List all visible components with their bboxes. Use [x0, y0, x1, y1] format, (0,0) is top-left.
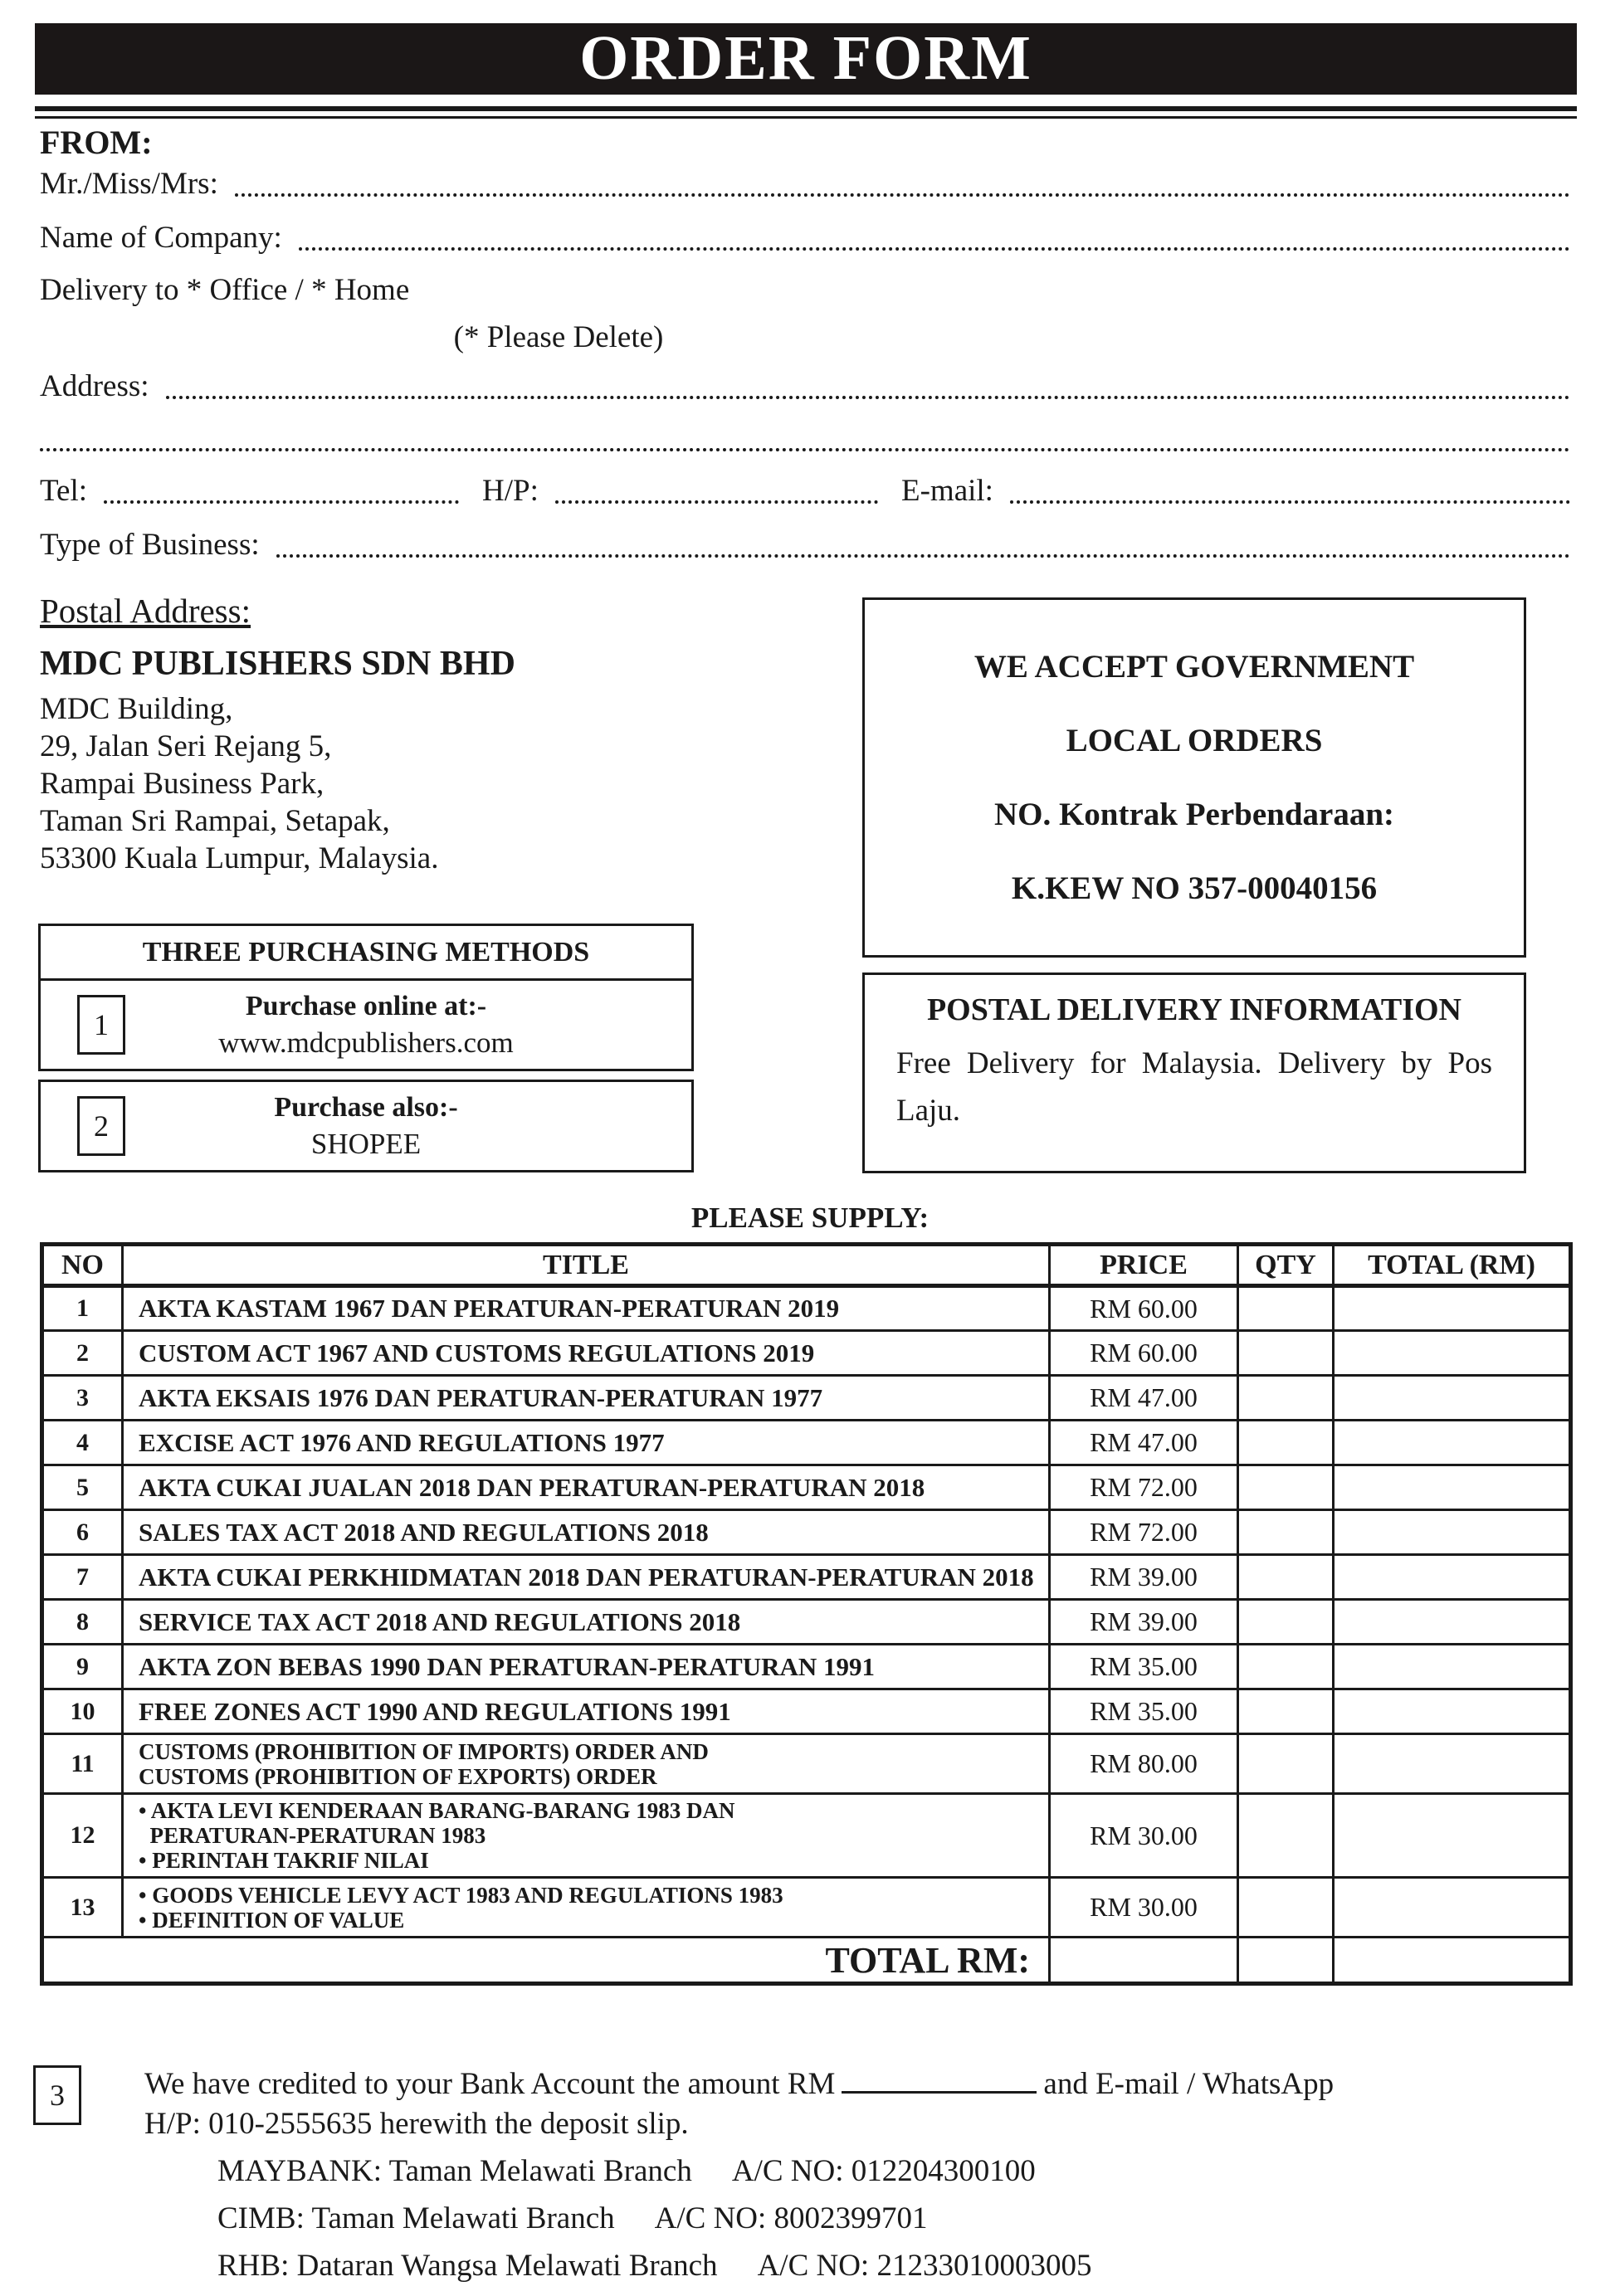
email-group — [878, 471, 1570, 511]
book-title-line: AKTA CUKAI PERKHIDMATAN 2018 DAN PERATURAN-PERATURAN 2018 — [139, 1562, 1034, 1592]
qty-cell[interactable] — [1238, 1465, 1334, 1510]
bank-account-number: A/C NO: 8002399701 — [654, 2201, 928, 2235]
book-title — [123, 1421, 1050, 1465]
name-field-row — [40, 163, 1570, 204]
qty-cell[interactable] — [1238, 1555, 1334, 1600]
price-cell: RM 39.00 — [1050, 1555, 1238, 1600]
book-title — [123, 1645, 1050, 1689]
qty-cell[interactable] — [1238, 1689, 1334, 1734]
qty-cell[interactable] — [1238, 1421, 1334, 1465]
tel-label: Tel: — [40, 474, 87, 508]
price-cell: RM 47.00 — [1050, 1376, 1238, 1421]
address-line: 53300 Kuala Lumpur, Malaysia. — [40, 841, 439, 875]
name-label: Mr./Miss/Mrs: — [40, 167, 218, 201]
business-field-row — [40, 524, 1570, 565]
payment-text-2: and E-mail / WhatsApp — [1043, 2067, 1335, 2101]
book-title — [123, 1331, 1050, 1376]
book-title — [123, 1286, 1050, 1331]
total-row — [42, 1938, 1571, 1984]
qty-cell[interactable] — [1238, 1510, 1334, 1555]
book-title — [123, 1600, 1050, 1645]
price-cell: RM 80.00 — [1050, 1734, 1238, 1794]
col-header-price: PRICE — [1050, 1245, 1238, 1286]
publisher-name: MDC PUBLISHERS SDN BHD — [40, 645, 515, 683]
total-price-cell[interactable] — [1050, 1938, 1238, 1984]
book-title — [123, 1555, 1050, 1600]
page-title: ORDER FORM — [579, 23, 1032, 93]
postal-delivery-text: Free Delivery for Malaysia. Delivery by Pos Laju. — [896, 1046, 1492, 1128]
table-row — [42, 1689, 1571, 1734]
bank-account-row — [217, 2195, 1091, 2242]
name-input-line[interactable] — [235, 193, 1570, 197]
total-qty-cell[interactable] — [1238, 1938, 1334, 1984]
table-row — [42, 1794, 1571, 1878]
method-1-url: www.mdcpublishers.com — [218, 1026, 514, 1059]
price-cell: RM 47.00 — [1050, 1421, 1238, 1465]
table-row — [42, 1878, 1571, 1938]
address-line: Rampai Business Park, — [40, 767, 324, 801]
price-cell: RM 60.00 — [1050, 1286, 1238, 1331]
table-row — [42, 1465, 1571, 1510]
company-field-row — [40, 217, 1570, 258]
book-title — [123, 1878, 1050, 1938]
row-number: 11 — [42, 1734, 123, 1794]
row-total-cell[interactable] — [1334, 1286, 1571, 1331]
address-input-line[interactable] — [166, 396, 1570, 399]
table-row — [42, 1734, 1571, 1794]
qty-cell[interactable] — [1238, 1376, 1334, 1421]
row-number: 1 — [42, 1286, 123, 1331]
bank-branch: MAYBANK: Taman Melawati Branch — [217, 2154, 692, 2188]
row-number: 4 — [42, 1421, 123, 1465]
book-title — [123, 1465, 1050, 1510]
book-title — [123, 1734, 1050, 1794]
table-header-row — [42, 1245, 1571, 1286]
col-header-total: TOTAL (RM) — [1334, 1245, 1571, 1286]
row-number: 7 — [42, 1555, 123, 1600]
price-cell: RM 72.00 — [1050, 1510, 1238, 1555]
row-total-cell[interactable] — [1334, 1645, 1571, 1689]
email-input-line[interactable] — [1010, 500, 1570, 504]
qty-cell[interactable] — [1238, 1600, 1334, 1645]
book-title-line: AKTA CUKAI JUALAN 2018 DAN PERATURAN-PERATURAN 2018 — [139, 1472, 925, 1502]
row-total-cell[interactable] — [1334, 1555, 1571, 1600]
row-total-cell[interactable] — [1334, 1376, 1571, 1421]
price-cell: RM 30.00 — [1050, 1794, 1238, 1878]
bank-branch: RHB: Dataran Wangsa Melawati Branch — [217, 2249, 718, 2283]
book-title-line: SALES TAX ACT 2018 AND REGULATIONS 2018 — [139, 1517, 709, 1547]
gov-line: K.KEW NO 357-00040156 — [1011, 870, 1378, 906]
row-number: 12 — [42, 1794, 123, 1878]
book-title-line: AKTA KASTAM 1967 DAN PERATURAN-PERATURAN 2019 — [139, 1294, 840, 1323]
method-number-1: 1 — [77, 995, 125, 1055]
book-title-line: CUSTOM ACT 1967 AND CUSTOMS REGULATIONS 2019 — [139, 1338, 815, 1367]
table-row — [42, 1600, 1571, 1645]
col-header-no: NO — [42, 1245, 123, 1286]
qty-cell[interactable] — [1238, 1645, 1334, 1689]
double-rule-thin — [35, 116, 1577, 119]
address-field-row-2 — [40, 417, 1570, 459]
row-total-cell[interactable] — [1334, 1689, 1571, 1734]
price-cell: RM 39.00 — [1050, 1600, 1238, 1645]
email-label: E-mail: — [901, 474, 993, 508]
tel-group — [40, 471, 459, 511]
price-cell: RM 35.00 — [1050, 1689, 1238, 1734]
book-title-line: SERVICE TAX ACT 2018 AND REGULATIONS 2018 — [139, 1606, 741, 1636]
table-row — [42, 1331, 1571, 1376]
address-line: Taman Sri Rampai, Setapak, — [40, 804, 390, 838]
row-number: 5 — [42, 1465, 123, 1510]
qty-cell[interactable] — [1238, 1331, 1334, 1376]
row-total-cell[interactable] — [1334, 1878, 1571, 1938]
address-field-row — [40, 365, 1570, 407]
tel-input-line[interactable] — [104, 500, 459, 504]
supply-table — [40, 1242, 1573, 1986]
price-cell: RM 72.00 — [1050, 1465, 1238, 1510]
bank-account-row — [217, 2147, 1091, 2195]
address-line: MDC Building, — [40, 692, 233, 726]
method-2-platform: SHOPEE — [310, 1128, 422, 1160]
bank-accounts-list — [217, 2147, 1091, 2289]
purchase-method-2-box — [38, 1080, 694, 1172]
table-row — [42, 1645, 1571, 1689]
row-total-cell[interactable] — [1334, 1421, 1571, 1465]
method-1-text — [41, 988, 691, 1061]
table-row — [42, 1510, 1571, 1555]
table-row — [42, 1286, 1571, 1331]
book-title — [123, 1794, 1050, 1878]
row-number: 10 — [42, 1689, 123, 1734]
book-title-line: • DEFINITION OF VALUE — [139, 1907, 405, 1933]
qty-cell[interactable] — [1238, 1286, 1334, 1331]
book-title-line: EXCISE ACT 1976 AND REGULATIONS 1977 — [139, 1427, 665, 1457]
qty-cell[interactable] — [1238, 1734, 1334, 1794]
delivery-option-label: Delivery to * Office / * Home — [40, 273, 410, 307]
business-input-line[interactable] — [276, 554, 1570, 558]
method-2-text — [41, 1090, 691, 1163]
row-total-cell[interactable] — [1334, 1510, 1571, 1555]
purchase-method-2 — [41, 1082, 691, 1170]
double-rule-thick — [35, 106, 1577, 111]
row-total-cell[interactable] — [1334, 1331, 1571, 1376]
table-row — [42, 1376, 1571, 1421]
row-number: 6 — [42, 1510, 123, 1555]
hp-group — [459, 471, 878, 511]
col-header-title: TITLE — [123, 1245, 1050, 1286]
company-label: Name of Company: — [40, 221, 282, 255]
method-number-3: 3 — [33, 2065, 81, 2125]
purchase-method-1 — [41, 981, 691, 1069]
book-title-line: PERATURAN-PERATURAN 1983 — [139, 1823, 486, 1848]
government-orders-box — [862, 597, 1526, 958]
book-title-line: FREE ZONES ACT 1990 AND REGULATIONS 1991 — [139, 1696, 731, 1726]
bank-account-row — [217, 2242, 1091, 2289]
postal-delivery-box — [862, 973, 1526, 1173]
business-label: Type of Business: — [40, 528, 260, 562]
payment-text-1: We have credited to your Bank Account the amount RM — [144, 2067, 836, 2101]
address-label: Address: — [40, 369, 149, 403]
payment-instruction — [144, 2064, 1547, 2144]
method-1-title: Purchase online at:- — [245, 991, 487, 1021]
gov-line: NO. Kontrak Perbendaraan: — [993, 797, 1395, 832]
row-total-cell[interactable] — [1334, 1794, 1571, 1878]
book-title-line: • PERINTAH TAKRIF NILAI — [139, 1848, 429, 1873]
gov-line: WE ACCEPT GOVERNMENT — [973, 649, 1415, 685]
qty-cell[interactable] — [1238, 1878, 1334, 1938]
price-cell: RM 60.00 — [1050, 1331, 1238, 1376]
book-title-line: CUSTOMS (PROHIBITION OF EXPORTS) ORDER — [139, 1763, 657, 1789]
address-line: 29, Jalan Seri Rejang 5, — [40, 729, 332, 763]
amount-input-line[interactable] — [842, 2064, 1037, 2094]
please-supply-heading: PLEASE SUPPLY: — [690, 1202, 930, 1234]
purchasing-methods-heading: THREE PURCHASING METHODS — [41, 926, 691, 981]
bank-account-number: A/C NO: 21233010003005 — [757, 2249, 1092, 2283]
company-input-line[interactable] — [299, 247, 1570, 251]
row-number: 13 — [42, 1878, 123, 1938]
table-row — [42, 1555, 1571, 1600]
book-title-line: AKTA EKSAIS 1976 DAN PERATURAN-PERATURAN 1977 — [139, 1382, 823, 1412]
row-total-cell[interactable] — [1334, 1600, 1571, 1645]
row-number: 3 — [42, 1376, 123, 1421]
please-delete-note: (* Please Delete) — [453, 320, 664, 354]
postal-address-block — [40, 591, 621, 877]
from-heading: FROM: — [40, 124, 153, 161]
method-number-2: 2 — [77, 1096, 125, 1156]
bank-account-number: A/C NO: 012204300100 — [731, 2154, 1036, 2188]
row-number: 2 — [42, 1331, 123, 1376]
row-total-cell[interactable] — [1334, 1465, 1571, 1510]
hp-label: H/P: — [482, 474, 539, 508]
book-title-line: • GOODS VEHICLE LEVY ACT 1983 AND REGULATIONS 1983 — [139, 1882, 783, 1908]
contact-field-row — [40, 470, 1570, 511]
table-row — [42, 1421, 1571, 1465]
address-input-line-2[interactable] — [40, 448, 1570, 451]
book-title-line: AKTA ZON BEBAS 1990 DAN PERATURAN-PERATURAN 1991 — [139, 1651, 875, 1681]
hp-input-line[interactable] — [555, 500, 878, 504]
postal-address-heading: Postal Address: — [40, 592, 251, 630]
book-title — [123, 1376, 1050, 1421]
bank-branch: CIMB: Taman Melawati Branch — [217, 2201, 615, 2235]
page-title-banner — [35, 23, 1577, 95]
payment-text-3: H/P: 010-2555635 herewith the deposit slip. — [144, 2107, 689, 2141]
book-title — [123, 1510, 1050, 1555]
purchasing-methods-box — [38, 924, 694, 1071]
method-2-title: Purchase also:- — [274, 1092, 458, 1123]
grand-total-cell[interactable] — [1334, 1938, 1571, 1984]
postal-delivery-heading: POSTAL DELIVERY INFORMATION — [926, 992, 1462, 1027]
total-label: TOTAL RM: — [42, 1938, 1050, 1984]
col-header-qty: QTY — [1238, 1245, 1334, 1286]
row-number: 8 — [42, 1600, 123, 1645]
qty-cell[interactable] — [1238, 1794, 1334, 1878]
gov-line: LOCAL ORDERS — [1066, 723, 1323, 758]
price-cell: RM 30.00 — [1050, 1878, 1238, 1938]
book-title-line: • AKTA LEVI KENDERAAN BARANG-BARANG 1983 DAN — [139, 1798, 735, 1823]
row-total-cell[interactable] — [1334, 1734, 1571, 1794]
book-title — [123, 1689, 1050, 1734]
row-number: 9 — [42, 1645, 123, 1689]
price-cell: RM 35.00 — [1050, 1645, 1238, 1689]
book-title-line: CUSTOMS (PROHIBITION OF IMPORTS) ORDER AND — [139, 1738, 709, 1764]
